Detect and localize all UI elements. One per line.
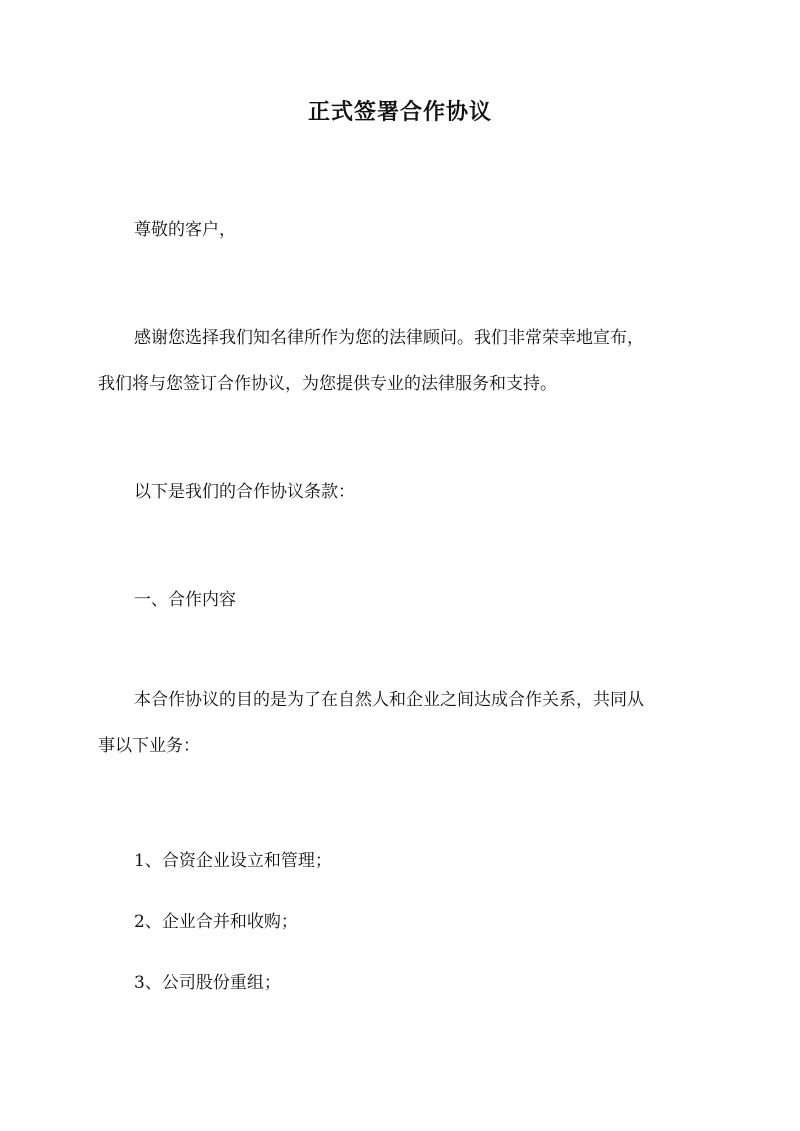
section-1-body-line-1: 本合作协议的目的是为了在自然人和企业之间达成合作关系，共同从 [134, 690, 644, 710]
terms-lead: 以下是我们的合作协议条款： [134, 482, 355, 502]
section-heading-1: 一、合作内容 [134, 590, 236, 610]
intro-line-1: 感谢您选择我们知名律所作为您的法律顾问。我们非常荣幸地宣布， [134, 328, 644, 348]
section-1-body-line-2: 事以下业务： [98, 736, 200, 756]
intro-paragraph [98, 315, 710, 407]
list-item: 2、企业合并和收购； [134, 912, 298, 932]
section-1-body [98, 677, 710, 769]
list-item: 3、公司股份重组； [134, 973, 281, 993]
list-item: 1、合资企业设立和管理； [134, 851, 332, 871]
document-title: 正式签署合作协议 [307, 99, 492, 125]
intro-line-2: 我们将与您签订合作协议，为您提供专业的法律服务和支持。 [98, 374, 557, 394]
greeting: 尊敬的客户， [134, 220, 236, 240]
